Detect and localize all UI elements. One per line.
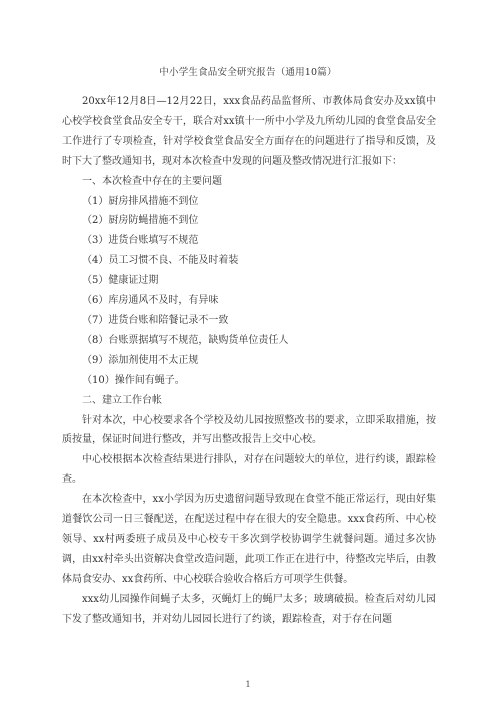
document-body	[62, 92, 436, 629]
problem-item: （3）进货台账填写不规范	[82, 235, 199, 247]
intro-paragraph: 20xx年12月8日—12月22日，xxx食品药品监督所、市教体局食安办及xx镇中心校学校食堂食品安全专干，联合对xx镇十一所中小学及九所幼儿园的食堂食品安全工作进行了专项检查，针对学校食堂食品安全方面存在的问题进行了指导和反馈，及时下大了整改通知书，现对本次检查中发现的问题及整改情况进行汇报如下：	[62, 96, 436, 167]
document-title: 中小学生食品安全研究报告（通用10篇）	[159, 67, 337, 78]
problem-item: （9）添加剂使用不太正规	[82, 354, 199, 366]
section-heading-problems: 一、本次检查中存在的主要问题	[82, 175, 222, 187]
section-heading-ledger: 二、建立工作台帐	[82, 394, 162, 406]
problem-item: （6）库房通风不及时，有异味	[82, 295, 219, 307]
body-paragraph: 中心校根据本次检查结果进行排队，对存在问题较大的单位，进行约谈，跟踪检查。	[62, 454, 436, 486]
page-number: 1	[245, 680, 251, 689]
body-paragraph: 针对本次，中心校要求各个学校及幼儿园按照整改书的要求，立即采取措施，按质按量，保证时间进行整改，并写出整改报告上交中心校。	[62, 414, 436, 446]
problem-item: （5）健康证过期	[82, 275, 159, 287]
problem-item: （1）厨房排风措施不到位	[82, 195, 199, 207]
problem-item: （7）进货台账和陪餐记录不一致	[82, 314, 229, 326]
problem-item: （2）厨房防蝇措施不到位	[82, 215, 199, 227]
problem-item: （4）员工习惯不良、不能及时着装	[82, 255, 239, 267]
problem-item: （10）操作间有蝇子。	[82, 374, 185, 386]
problem-item: （8）台账票据填写不规范，缺购货单位责任人	[82, 334, 289, 346]
body-paragraph: 在本次检查中，xx小学因为历史遗留问题导致现在食堂不能正常运行，现由好集道餐饮公司一日三餐配送，在配送过程中存在很大的安全隐患。xxx食药所、中心校领导、xx村两委班子成员及中心校专干多次到学校协调学生就餐问题。通过多次协调，由xx村牵头出资解决食堂改造问题，此项工作正在进行中，待整改完毕后，由教体局食安办、xx食药所、中心校联合验收合格后方可项学生供餐。	[62, 494, 436, 585]
body-paragraph: xxx幼儿园操作间蝇子太多，灭蝇灯上的蝇尸太多；玻璃破损。检查后对幼儿园下发了整改通知书，并对幼儿园园长进行了约谈，跟踪检查，对于存在问题	[62, 593, 436, 625]
